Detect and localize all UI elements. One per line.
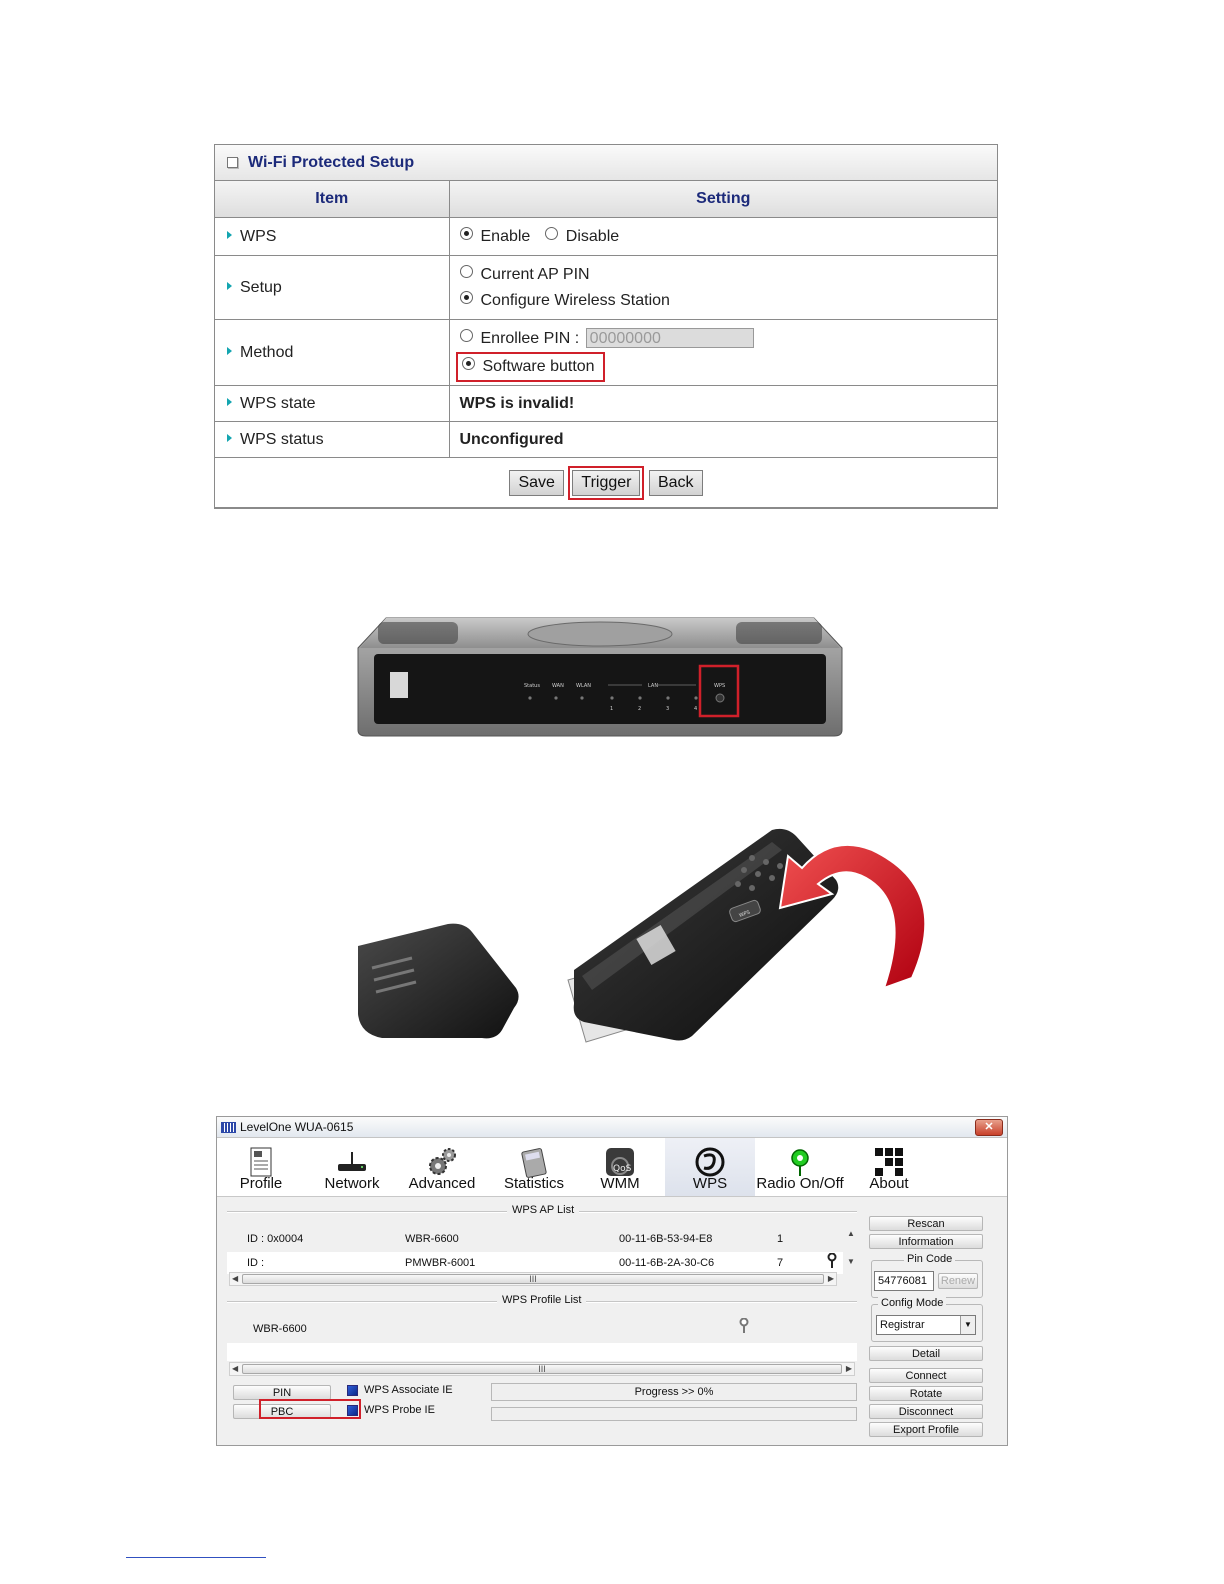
pin-code-field[interactable]: 54776081 [874,1271,934,1291]
enrollee-pin-radio[interactable] [460,329,473,342]
config-mode-select[interactable] [876,1315,976,1335]
wps-state-label: WPS state [215,386,449,422]
toolbar-about[interactable] [857,1138,921,1196]
enrollee-pin-input[interactable]: 00000000 [586,328,754,348]
renew-button[interactable]: Renew [938,1273,978,1289]
profile-list-legend: WPS Profile List [497,1294,586,1306]
usb-wps-button-label: WPS [738,909,751,920]
toolbar-wmm-label: WMM [600,1175,640,1192]
panel-square-icon [227,157,238,168]
connect-button[interactable]: Connect [869,1368,983,1383]
method-row-setting [449,320,997,386]
bullet-arrow-icon [227,398,232,406]
column-header-setting: Setting [449,181,997,218]
network-icon [336,1146,368,1178]
lan-port-3: 3 [666,706,670,712]
wps-enable-label: Enable [480,227,531,245]
router-photo [356,612,844,740]
status-bar [491,1407,857,1421]
toolbar-radio[interactable] [753,1138,847,1196]
wps-row-label: WPS [215,218,449,256]
profile-scroll-thumb[interactable]: III [242,1364,842,1374]
bullet-arrow-icon [227,231,232,239]
software-button-radio[interactable] [462,357,475,370]
scroll-right-icon[interactable]: ▶ [845,1364,852,1373]
lan-port-4: 4 [694,706,698,712]
pbc-button[interactable]: PBC [233,1404,331,1419]
pbc-highlight [259,1399,361,1419]
window-title: LevelOne WUA-0615 [240,1120,354,1134]
rescan-button[interactable]: Rescan [869,1216,983,1231]
toolbar-advanced[interactable] [401,1138,483,1196]
wps-row-setting [449,218,997,256]
disconnect-button[interactable]: Disconnect [869,1404,983,1419]
scroll-right-icon[interactable]: ▶ [827,1274,834,1283]
lan-label: LAN [648,683,659,689]
status-led-label: Status [524,683,540,689]
wps-icon [694,1146,726,1178]
toolbar-network-label: Network [324,1175,380,1192]
wps-associate-ie-checkbox[interactable] [347,1385,358,1396]
key-icon [827,1253,837,1269]
key-icon [739,1318,749,1334]
pin-code-legend: Pin Code [904,1253,955,1265]
pin-code-group [871,1253,983,1298]
toolbar-about-label: About [869,1175,909,1192]
advanced-icon [426,1146,458,1178]
information-button[interactable]: Information [869,1234,983,1249]
close-button[interactable]: ✕ [975,1119,1003,1136]
usb-adapter-photo [352,828,952,1082]
wps-led-label: WPS [714,683,726,689]
panel-title: Wi-Fi Protected Setup [248,153,415,171]
current-ap-pin-label: Current AP PIN [480,265,590,283]
toolbar-wmm[interactable] [587,1138,653,1196]
export-profile-button[interactable]: Export Profile [869,1422,983,1437]
wps-probe-ie-label: WPS Probe IE [364,1404,435,1416]
column-header-item: Item [215,181,449,218]
detail-button[interactable]: Detail [869,1346,983,1361]
software-button-highlight [460,356,601,378]
utility-title-bar [217,1117,1007,1138]
wps-probe-ie-checkbox[interactable] [347,1405,358,1416]
wmm-icon [604,1146,636,1178]
wan-led-label: WAN [552,683,564,689]
about-icon [873,1146,905,1178]
setup-row-setting [449,256,997,320]
ap-list-scrollbar[interactable] [229,1272,837,1286]
software-button-label: Software button [482,357,595,375]
radio-icon [784,1146,816,1178]
wps-status-value: Unconfigured [449,422,997,458]
chevron-down-icon[interactable]: ▼ [960,1316,975,1334]
method-row-label: Method [215,320,449,386]
config-mode-group [871,1297,983,1342]
progress-bar: Progress >> 0% [491,1383,857,1401]
ap-scroll-thumb[interactable]: III [242,1274,824,1284]
scroll-left-icon[interactable]: ◀ [232,1364,239,1373]
statistics-icon [518,1146,550,1178]
configure-wireless-station-label: Configure Wireless Station [480,291,670,309]
config-mode-value: Registrar [880,1319,925,1331]
rotate-button[interactable]: Rotate [869,1386,983,1401]
router-wps-button [716,694,724,702]
toolbar-radio-label: Radio On/Off [756,1175,844,1192]
wps-state-value: WPS is invalid! [449,386,997,422]
toolbar-wps-label: WPS [692,1175,728,1192]
profile-list-empty-row [227,1343,857,1361]
utility-toolbar [217,1138,1007,1197]
wps-associate-ie-label: WPS Associate IE [364,1384,453,1396]
back-button[interactable]: Back [649,470,703,496]
ap-scroll-up-icon[interactable]: ▲ [847,1229,855,1238]
ap-list-row[interactable]: ID : PMWBR-6001 00-11-6B-2A-30-C6 7 [227,1252,843,1274]
wps-status-label: WPS status [215,422,449,458]
bullet-arrow-icon [227,347,232,355]
app-icon [221,1122,236,1133]
wireless-utility-window [216,1116,1008,1446]
enrollee-pin-label: Enrollee PIN : [480,329,580,347]
ap-list-row[interactable]: ID : 0x0004 WBR-6600 00-11-6B-53-94-E8 1 [227,1228,843,1250]
wlan-led-label: WLAN [576,683,592,689]
toolbar-advanced-label: Advanced [408,1175,476,1192]
setup-row-label: Setup [215,256,449,320]
pin-button[interactable]: PIN [233,1385,331,1400]
toolbar-profile-label: Profile [239,1175,283,1192]
bullet-arrow-icon [227,282,232,290]
toolbar-network[interactable] [313,1138,391,1196]
footer-link-underline [126,1557,266,1558]
wps-settings-table [215,181,997,508]
save-button[interactable]: Save [509,470,563,496]
config-mode-legend: Config Mode [878,1297,946,1309]
ap-list-legend: WPS AP List [507,1204,579,1216]
wps-setup-panel [214,144,998,509]
trigger-button[interactable]: Trigger [572,470,640,496]
ap-scroll-down-icon[interactable]: ▼ [847,1257,855,1266]
toolbar-statistics[interactable] [491,1138,577,1196]
toolbar-wps[interactable] [665,1138,755,1196]
panel-header [215,145,997,181]
toolbar-profile[interactable] [225,1138,297,1196]
wps-disable-label: Disable [565,227,620,245]
lan-port-2: 2 [638,706,642,712]
toolbar-statistics-label: Statistics [503,1175,564,1192]
profile-list-row[interactable]: WBR-6600 [227,1318,843,1340]
scroll-left-icon[interactable]: ◀ [232,1274,239,1283]
wps-enable-radio[interactable] [460,227,473,240]
lan-port-1: 1 [610,706,614,712]
profile-icon [245,1146,277,1178]
configure-wireless-station-radio[interactable] [460,291,473,304]
svg-text:QoS: QoS [613,1164,632,1174]
current-ap-pin-radio[interactable] [460,265,473,278]
profile-list-scrollbar[interactable] [229,1362,855,1376]
button-row [215,458,997,508]
bullet-arrow-icon [227,434,232,442]
wps-disable-radio[interactable] [545,227,558,240]
